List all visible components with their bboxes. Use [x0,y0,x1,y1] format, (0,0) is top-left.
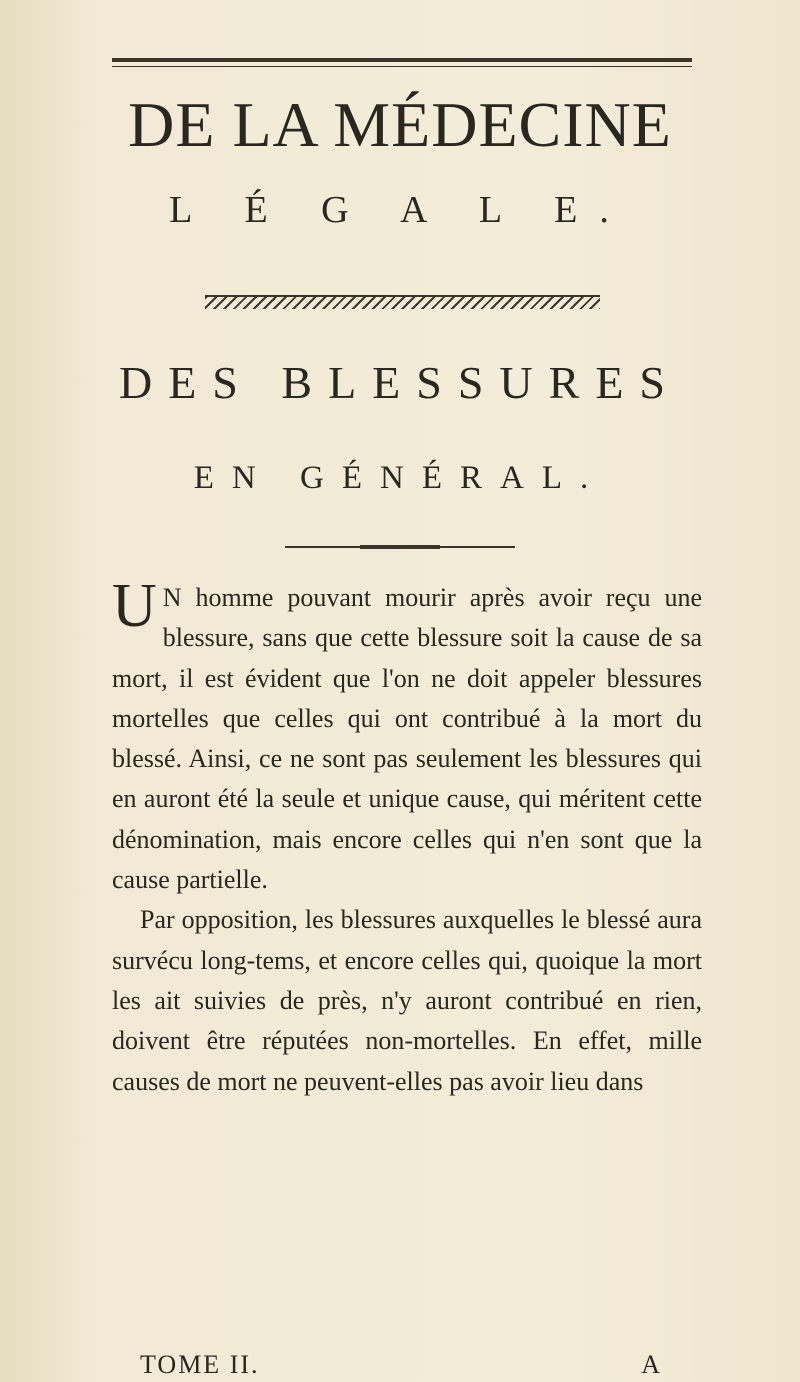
paragraph-1-text: N homme pouvant mourir après avoir reçu une blessure, sans que cette blessure soit la cause de sa mort, il est évident que l'on ne doit appeler blessures mortelles que celles qui ont contribué à la mort du blessé. Ainsi, ce ne sont pas seulement les blessures qui en auront été la seule et unique cause, qui méritent cette dénomination, mais encore celles qui n'en sont que la cause partielle. [112,583,702,895]
section-subtitle: EN GÉNÉRAL. [193,460,607,496]
signature-mark: A [641,1350,660,1379]
section-rule-center [360,545,440,549]
top-rule-thin [112,66,692,67]
volume-label: TOME II. [140,1350,260,1379]
paragraph-2: Par opposition, les blessures auxquelles le blessé aura survécu long-tems, et encore celles qui, quoique la mort les ait suivies de près, n'y auront contribué en rien, doivent être réputées non-mortelles. En effet, mille causes de mort ne peuvent-elles pas avoir lieu dans [112,905,702,1096]
ornamental-divider [205,295,600,309]
body-text [112,572,702,1102]
page-title: DE LA MÉDECINE [128,89,672,160]
page-footer [140,1350,660,1380]
top-rule [112,58,692,62]
drop-cap: U [112,572,157,640]
paragraph-1 [112,572,702,900]
section-title: DES BLESSURES [118,357,682,408]
page-subtitle: L É G A L E. [169,189,631,231]
